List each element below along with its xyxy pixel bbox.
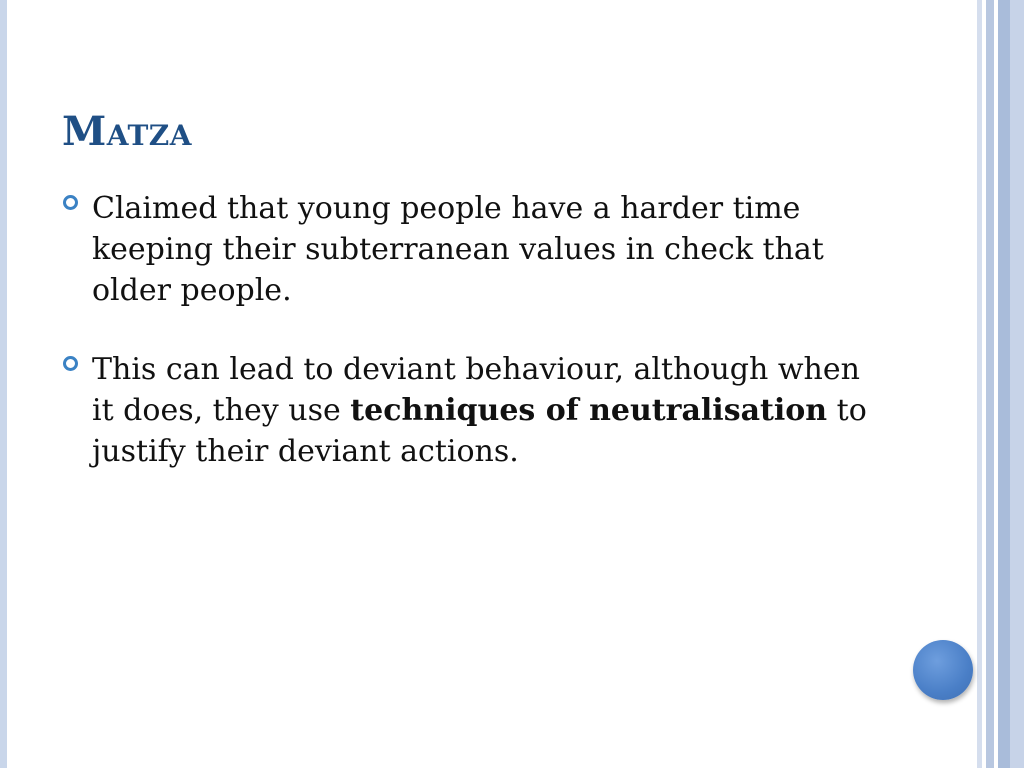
bullet-text-2-bold: techniques of neutralisation (350, 393, 828, 428)
left-border-stripe (0, 0, 7, 768)
right-stripe-4 (1010, 0, 1024, 768)
bullet-list (60, 188, 890, 510)
bullet-item-2 (60, 349, 890, 472)
right-stripe-3 (998, 0, 1010, 768)
blue-circle-icon[interactable] (913, 640, 973, 700)
bullet-icon (63, 356, 78, 371)
bullet-text-2-part2: to justify their deviant actions. (92, 393, 867, 469)
slide-title: Matza (62, 108, 192, 155)
bullet-text-1: Claimed that young people have a harder time keeping their subterranean values in check that older people. (92, 191, 824, 308)
bullet-text-2-part1: This can lead to deviant behaviour, although when it does, they use (92, 352, 860, 428)
right-stripe-2 (986, 0, 994, 768)
bullet-icon (63, 195, 78, 210)
bullet-item-1 (60, 188, 890, 311)
